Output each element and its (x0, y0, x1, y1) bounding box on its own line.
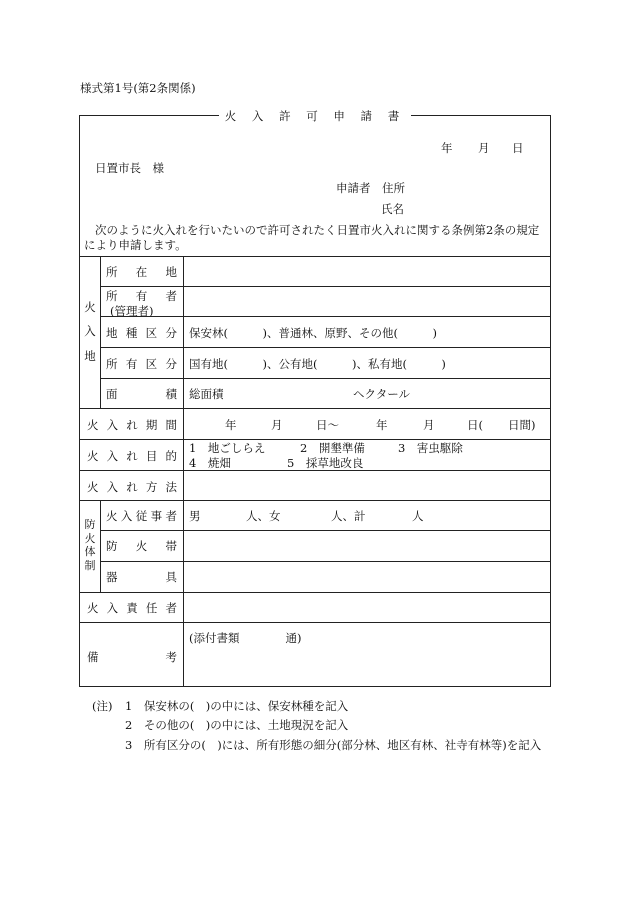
applicant-name-label: 氏名 (381, 202, 404, 216)
purpose-option-4: 4 焼畑 (189, 456, 231, 470)
label-equipment: 器 具 (106, 570, 177, 584)
group-label-boka-taisei: 防 火 体 制 (84, 518, 96, 572)
workers-female: 人、女 (246, 509, 281, 523)
form-title: 火 入 許 可 申 請 書 (0, 108, 630, 124)
value-ownership-type: 国有地( )、公有地( )、私有地( ) (189, 357, 446, 371)
label-area: 面 積 (106, 387, 177, 401)
period-day-2: 日( (467, 418, 483, 432)
purpose-option-3: 3 害虫駆除 (398, 441, 463, 455)
label-owner: 所 有 者 (106, 289, 177, 303)
period-year-1: 年 (225, 418, 237, 432)
date-month: 月 (478, 141, 490, 155)
period-month-1: 月 (271, 418, 283, 432)
table-rule (100, 347, 551, 348)
note-item-3: 3 所有区分の( )には、所有形態の細分(部分林、地区有林、社寺有林等)を記入 (125, 738, 542, 752)
table-rule (100, 561, 551, 562)
group-label-hiire-chi: 火 入 地 (84, 300, 96, 363)
label-purpose: 火 入 れ 目 的 (87, 449, 177, 463)
value-area-total: 総面積 (189, 387, 224, 401)
value-area-unit: ヘクタール (353, 387, 411, 401)
value-land-type: 保安林( )、普通林、原野、その他( ) (189, 326, 437, 340)
workers-total: 人、計 (331, 509, 366, 523)
label-remarks: 備 考 (87, 650, 177, 664)
note-item-1: 1 保安林の( )の中には、保安林種を記入 (125, 699, 349, 713)
label-responsible-person: 火 入 責 任 者 (87, 601, 177, 615)
table-rule (79, 408, 551, 409)
table-rule (100, 378, 551, 379)
purpose-option-1: 1 地ごしらえ (189, 441, 266, 455)
statement-line-1: 次のように火入れを行いたいので許可されたく日置市火入れに関する条例第2条の規定 (95, 223, 540, 237)
period-month-2: 月 (423, 418, 435, 432)
table-rule (100, 316, 551, 317)
table-rule (100, 530, 551, 531)
applicant-address-label: 申請者 住所 (336, 181, 405, 195)
workers-unit: 人 (412, 509, 424, 523)
date-day: 日 (512, 141, 524, 155)
label-owner-sub: (管理者) (110, 304, 154, 318)
label-ownership-type: 所 有 区 分 (106, 357, 177, 371)
table-rule (183, 256, 184, 687)
statement-line-2: により申請します。 (84, 238, 187, 252)
purpose-option-2: 2 開墾準備 (300, 441, 365, 455)
addressee: 日置市長 様 (95, 161, 164, 175)
label-period: 火 入 れ 期 間 (87, 418, 177, 432)
table-rule (79, 256, 551, 257)
note-prefix: (注) (92, 699, 113, 713)
note-item-2: 2 その他の( )の中には、土地現況を記入 (125, 718, 349, 732)
form-code: 様式第1号(第2条関係) (80, 81, 196, 95)
value-attachments: (添付書類 通) (189, 631, 302, 645)
table-rule (100, 286, 551, 287)
table-rule (79, 622, 551, 623)
workers-male: 男 (189, 509, 201, 523)
label-location: 所 在 地 (106, 265, 177, 279)
table-rule (100, 256, 101, 408)
table-rule (100, 500, 101, 592)
period-day-1: 日～ (316, 418, 339, 432)
period-year-2: 年 (376, 418, 388, 432)
label-firebreak: 防 火 帯 (106, 539, 177, 553)
label-land-type: 地 種 区 分 (106, 326, 177, 340)
label-method: 火 入 れ 方 法 (87, 480, 177, 494)
period-days: 日間) (508, 418, 536, 432)
table-rule (79, 500, 551, 501)
table-rule (79, 592, 551, 593)
label-workers: 火 入 従 事 者 (106, 509, 177, 523)
date-year: 年 (441, 141, 453, 155)
purpose-option-5: 5 採草地改良 (287, 456, 364, 470)
